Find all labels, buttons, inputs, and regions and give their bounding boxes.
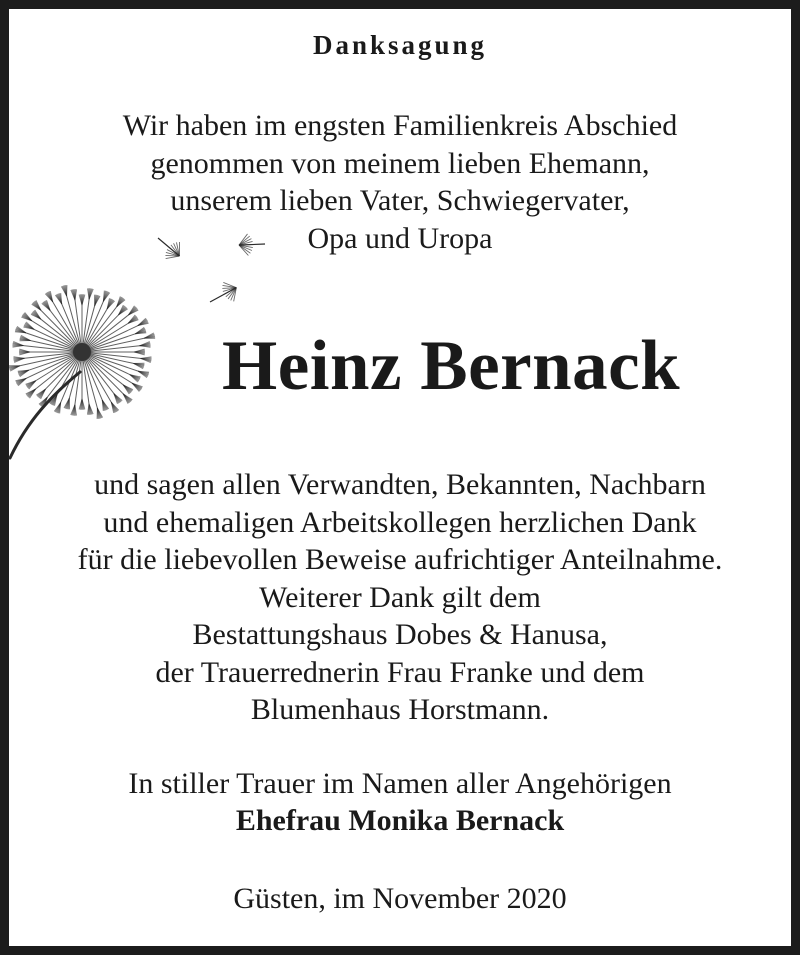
intro-text xyxy=(0,107,800,257)
intro-line: genommen von meinem lieben Ehemann, xyxy=(150,146,650,180)
intro-line: Opa und Uropa xyxy=(307,221,493,255)
deceased-name: Heinz Bernack xyxy=(222,327,681,405)
signatory: Ehefrau Monika Bernack xyxy=(235,804,565,837)
thanks-line: der Trauerrednerin Frau Franke und dem xyxy=(155,655,645,689)
thanks-line: Weiterer Dank gilt dem xyxy=(259,580,541,614)
intro-line: Wir haben im engsten Familienkreis Abschied xyxy=(122,109,678,142)
thanks-text xyxy=(0,466,800,729)
thanks-line: und sagen allen Verwandten, Bekannten, Nachbarn xyxy=(94,468,706,501)
thanks-line: Bestattungshaus Dobes & Hanusa, xyxy=(192,618,608,651)
notice-heading: Danksagung xyxy=(312,30,488,60)
closing-line: In stiller Trauer im Namen aller Angehörigen xyxy=(128,767,672,800)
thanks-line: und ehemaligen Arbeitskollegen herzlichen Dank xyxy=(103,505,697,539)
thanks-line: Blumenhaus Horstmann. xyxy=(250,693,550,726)
place-date: Güsten, im November 2020 xyxy=(233,882,567,915)
intro-line: unserem lieben Vater, Schwiegervater, xyxy=(170,184,630,217)
thanks-line: für die liebevollen Beweise aufrichtiger Anteilnahme. xyxy=(77,543,723,576)
